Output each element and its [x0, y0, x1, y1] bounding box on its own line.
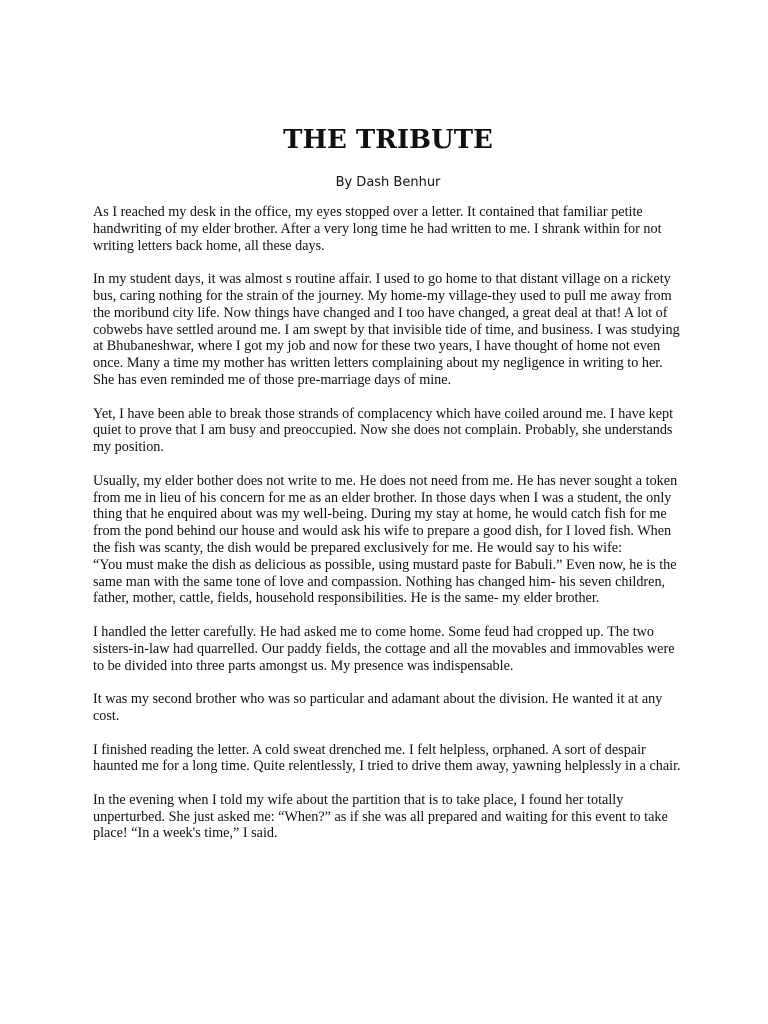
document-page: [93, 120, 683, 859]
paragraph-9: In the evening when I told my wife about the partition that is to take place, I found her totally unperturbed. She just asked me: “When?” as if she was all prepared and waiting for this event to take place! “In a week's time,” I said.: [93, 791, 668, 842]
paragraph-7: It was my second brother who was so particular and adamant about the division. He wanted it at any cost.: [93, 691, 663, 724]
paragraph-4: Usually, my elder bother does not write to me. He does not need from me. He has never sought a token from me in lieu of his concern for me as an elder brother. In those days when I was a student, the only thing that he enquired about was my well-being. During my stay at home, he would catch fish for me from the pond behind our house and would ask his wife to prepare a good dish, for I loved fish. When the fish was scanty, the dish would be prepared exclusively for me. He would say to his wife:: [93, 472, 678, 556]
page-title: THE TRIBUTE: [283, 125, 493, 155]
author-byline: By Dash Benhur: [335, 175, 441, 190]
paragraph-6: I handled the letter carefully. He had asked me to come home. Some feud had cropped up. The two sisters-in-law had quarrelled. Our paddy fields, the cottage and all the movables and immovables were to be divided into three parts amongst us. My presence was indispensable.: [93, 623, 675, 674]
paragraph-5: “You must make the dish as delicious as possible, using mustard paste for Babuli.” Even now, he is the same man with the same tone of love and compassion. Nothing has changed him- his seven children, father, mother, cattle, fields, household responsibilities. He is the same- my elder brother.: [93, 556, 677, 607]
paragraph-3: Yet, I have been able to break those strands of complacency which have coiled around me. I have kept quiet to prove that I am busy and preoccupied. Now she does not complain. Probably, she understands my position.: [93, 405, 674, 456]
story-body: [93, 204, 683, 842]
paragraph-2: In my student days, it was almost s routine affair. I used to go home to that distant village on a rickety bus, caring nothing for the strain of the journey. My home-my village-they used to pull me away from the moribund city life. Now things have changed and I too have changed, a great deal at that! A lot of cobwebs have settled around me. I am swept by that invisible tide of time, and business. I was studying at Bhubaneshwar, where I got my job and now for these two years, I have thought of home not even once. Many a time my mother has written letters complaining about my negligence in writing to her. She has even reminded me of those pre-marriage days of mine.: [93, 271, 680, 388]
paragraph-1: As I reached my desk in the office, my eyes stopped over a letter. It contained that familiar petite handwriting of my elder brother. After a very long time he had written to me. I shrank within for not writing letters back home, all these days.: [93, 204, 662, 254]
paragraph-8: I finished reading the letter. A cold sweat drenched me. I felt helpless, orphaned. A sort of despair haunted me for a long time. Quite relentlessly, I tried to drive them away, yawning helplessly in a chair.: [93, 741, 681, 775]
